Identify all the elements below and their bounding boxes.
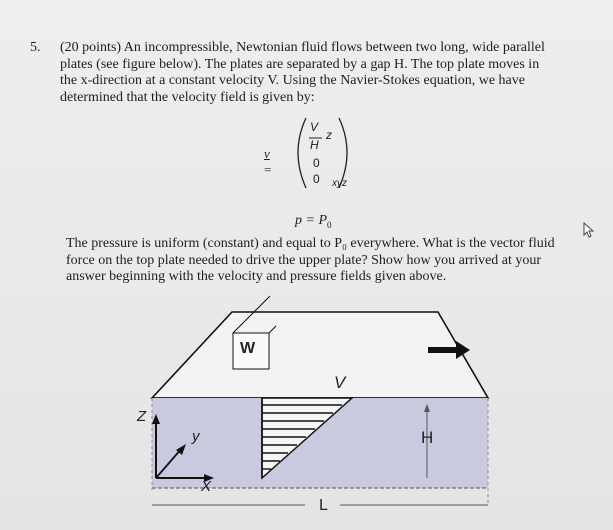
matrix-cell-z: z (326, 128, 332, 142)
intro-line-1: (20 points) An incompressible, Newtonian fluid flows between two long, wide parallel (60, 40, 545, 55)
gap-label: H (421, 428, 434, 447)
intro-line-4: determined that the velocity field is given by: (60, 89, 315, 105)
intro-line-2: plates (see figure below). The plates are separated by a gap H. The top plate moves in (60, 56, 540, 72)
top-plate (152, 312, 488, 398)
length-label: L (319, 497, 328, 514)
velocity-label: V (334, 373, 346, 392)
intro-line-3: the x-direction at a constant velocity V. Using the Navier-Stokes equation, we have (60, 73, 525, 88)
velocity-symbol: v = (264, 146, 272, 177)
y-axis-label: y (192, 428, 200, 445)
question-line-3: answer beginning with the velocity and pressure fields given above. (66, 269, 447, 284)
z-axis-label: Z (137, 408, 147, 425)
x-axis-label: X (201, 478, 212, 495)
question-line-2: force on the top plate needed to drive the upper plate? Show how you arrived at your (66, 252, 542, 268)
matrix-cell-v: V (310, 120, 319, 134)
matrix-cell-zero-2: 0 (313, 172, 320, 186)
question-line-1: The pressure is uniform (constant) and equal to P₀ everywhere. What is the vector fluid (66, 236, 555, 251)
matrix-cell-h: H (310, 138, 319, 152)
problem-number: 5. (30, 40, 41, 55)
width-label: W (240, 340, 256, 357)
matrix-cell-zero-1: 0 (313, 156, 320, 170)
coordinate-subscript: xyz (332, 178, 347, 189)
pressure-equation: $p = P_0$ (295, 213, 332, 230)
